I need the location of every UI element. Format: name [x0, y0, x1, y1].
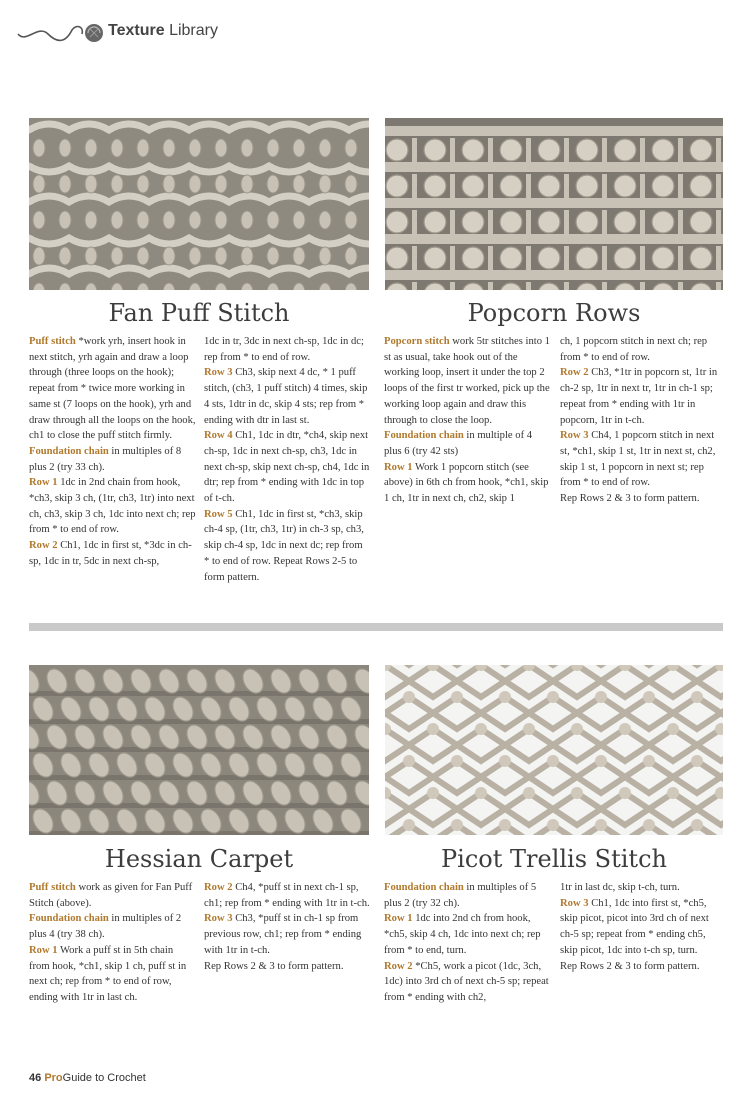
instruction-para: Rep Rows 2 & 3 to form pattern.: [204, 960, 344, 972]
instruction-para: Popcorn stitch work 5tr stitches into 1 st as usual, take hook out of the working loop, insert it under the top 2 loops of the first tr worked, pick up the working loop again and draw this through to close the loop.: [384, 336, 550, 426]
page-footer: [29, 1072, 146, 1084]
instruction-para: Rep Rows 2 & 3 to form pattern.: [560, 960, 700, 972]
instruction-para: Row 2 Ch1, 1dc in first st, *3dc in ch-sp, 1dc in tr, 5dc in next ch-sp,: [29, 540, 192, 567]
instruction-para: Row 1 1dc into 2nd ch from hook, *ch5, skip 4 ch, 1dc into next ch; rep from * to end, turn.: [384, 913, 541, 956]
instruction-para: Rep Rows 2 & 3 to form pattern.: [560, 493, 700, 505]
instruction-para: Row 1 Work 1 popcorn stitch (see above) in 6th ch from hook, *ch1, skip 1 ch, 1tr in next ch, ch2, skip 1: [384, 461, 549, 505]
heading-fan-puff-stitch: Fan Puff Stitch: [108, 299, 290, 327]
instruction-para: 1tr in last dc, skip t-ch, turn.: [560, 882, 680, 893]
instruction-para: Row 2 *Ch5, work a picot (1dc, 3ch, 1dc) into 3rd ch of next ch-5 sp; repeat from * ending with ch2,: [384, 960, 549, 1003]
instruction-para: Row 2 Ch3, *1tr in popcorn st, 1tr in ch-2 sp, 1tr in next tr, 1tr in ch-1 sp; repeat from * ending with 1tr in popcorn, 1tr in t-ch.: [560, 367, 718, 426]
section-divider: [29, 623, 723, 631]
book-title: Guide to Crochet: [62, 1072, 146, 1084]
instruction-para: Row 1 Work a puff st in 5th chain from hook, *ch1, skip 1 ch, puff st in next ch; rep from * to end of row, ending with 1tr in last ch.: [29, 944, 187, 1003]
heading-hessian-carpet: Hessian Carpet: [104, 845, 294, 873]
instruction-para: Row 2 Ch4, *puff st in next ch-1 sp, ch1; rep from * ending with 1tr in t-ch.: [204, 882, 370, 909]
instruction-para: Foundation chain in multiples of 5 plus 2 (try 32 ch).: [384, 882, 537, 909]
instruction-para: Puff stitch *work yrh, insert hook in next stitch, yrh again and draw a loop through (three loops on the hook); repeat from * twice more working in same st (7 loops on the hook), yrh and draw through all the loops on the hook, ch1 to close the puff stitch firmly.: [29, 336, 196, 442]
fan-puff-stitch-photo: [29, 118, 369, 290]
popcorn-rows-photo: [385, 118, 723, 290]
fan-puff-instructions-col2: [204, 334, 370, 585]
hessian-instructions-col2: [204, 880, 370, 974]
instruction-para: Foundation chain in multiples of 8 plus 2 (try 33 ch).: [29, 445, 182, 473]
instruction-para: Row 5 Ch1, 1dc in first st, *ch3, skip ch-4 sp, (1tr, ch3, 1tr) in ch-3 sp, ch3, skip ch-4 sp, 1dc in next dc; rep from * to end of row. Repeat Rows 2-5 to form pattern.: [204, 508, 364, 583]
heading-popcorn-rows: Popcorn Rows: [467, 299, 641, 327]
instruction-para: Foundation chain in multiples of 2 plus 4 (try 38 ch).: [29, 913, 182, 941]
instruction-para: Row 1 1dc in 2nd chain from hook, *ch3, skip 3 ch, (1tr, ch3, 1tr) into next ch, ch3, skip 3 ch, 1dc into next ch; rep from * to end of row.: [29, 477, 196, 536]
hessian-carpet-photo: [29, 665, 369, 835]
heading-picot-trellis-stitch: Picot Trellis Stitch: [441, 845, 667, 873]
page-number: 46: [29, 1072, 42, 1084]
popcorn-instructions-col2: [560, 334, 725, 507]
instruction-para: Puff stitch work as given for Fan Puff Stitch (above).: [29, 882, 193, 909]
instruction-para: Row 4 Ch1, 1dc in dtr, *ch4, skip next ch-sp, 1dc in next ch-sp, ch3, 1dc in next ch-sp, skip next ch-sp, ch4, 1dc in dtr; rep from * ending with 1dc in top of t-ch.: [204, 430, 370, 505]
picot-instructions-col2: [560, 880, 725, 974]
instruction-para: Foundation chain in multiple of 4 plus 6 (try 42 sts): [384, 430, 533, 457]
brand-name: Pro: [44, 1072, 63, 1084]
section-title: Texture Library: [108, 22, 218, 39]
running-header: [16, 18, 316, 48]
instruction-para: 1dc in tr, 3dc in next ch-sp, 1dc in dc; rep from * to end of row.: [204, 336, 364, 363]
instruction-para: Row 3 Ch4, 1 popcorn stitch in next st, *ch1, skip 1 st, 1tr in next st, ch2, skip 1 st, 1 popcorn in next st; rep from * to end of row.: [560, 430, 716, 489]
swirl-ornament-icon: [16, 20, 106, 46]
picot-trellis-photo: [385, 665, 723, 835]
instruction-para: ch, 1 popcorn stitch in next ch; rep from * to end of row.: [560, 336, 708, 363]
popcorn-instructions-col1: [384, 334, 552, 507]
instruction-para: Row 3 Ch1, 1dc into first st, *ch5, skip picot, picot into 3rd ch of next ch-5 sp; repeat from * ending ch5, skip picot, 1dc into t-ch sp, turn.: [560, 897, 709, 956]
picot-instructions-col1: [384, 880, 552, 1006]
instruction-para: Row 3 Ch3, skip next 4 dc, * 1 puff stitch, (ch3, 1 puff stitch) 4 times, skip 4 sts, 1dtr in dc, skip 4 sts; rep from * ending with dtr in last st.: [204, 367, 368, 426]
fan-puff-instructions-col1: [29, 334, 196, 570]
instruction-para: Row 3 Ch3, *puff st in ch-1 sp from previous row, ch1; rep from * ending with 1tr in t-ch.: [204, 913, 362, 956]
hessian-instructions-col1: [29, 880, 196, 1006]
